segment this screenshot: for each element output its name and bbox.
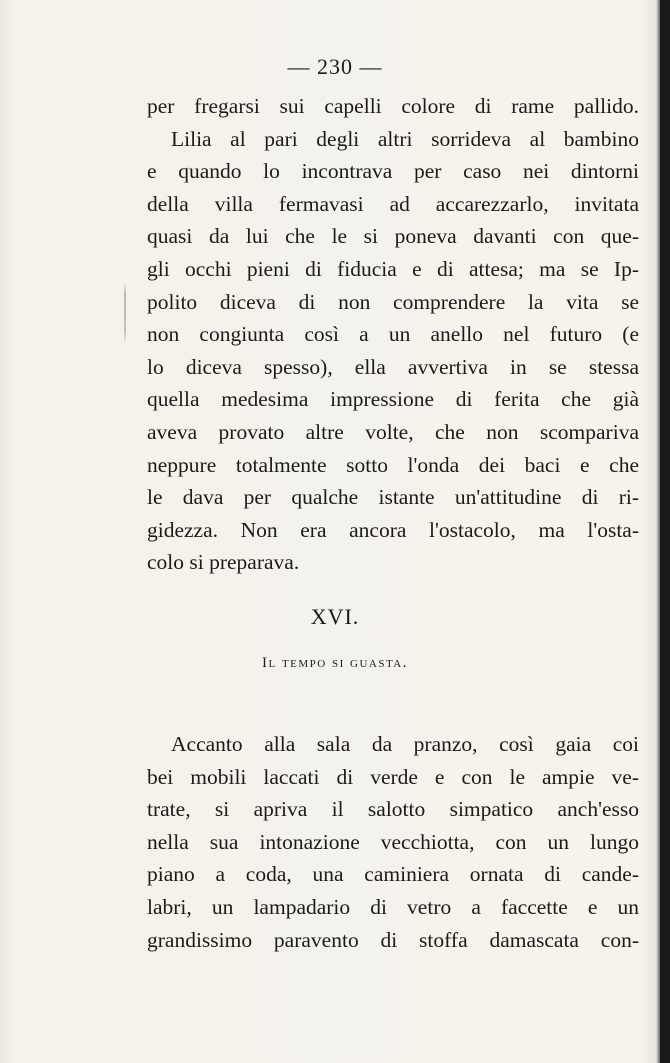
text-line: quella medesima impressione di ferita che già bbox=[147, 387, 639, 412]
text-line: labri, un lampadario di vetro a faccette e un bbox=[147, 894, 639, 919]
text-line: lo diceva spesso), ella avvertiva in se stessa bbox=[147, 354, 639, 379]
chapter-number: XVI. bbox=[310, 604, 360, 629]
text-line: le dava per qualche istante un'attitudine di ri- bbox=[147, 485, 639, 510]
text-line: quasi da lui che le si poneva davanti con que- bbox=[147, 224, 639, 249]
text-line: grandissimo paravento di stoffa damascata con- bbox=[147, 927, 639, 952]
text-line: aveva provato altre volte, che non scompariva bbox=[147, 419, 639, 444]
page-number: — 230 — bbox=[287, 54, 383, 79]
text-line: della villa fermavasi ad accarezzarlo, invitata bbox=[147, 191, 639, 216]
text-line: per fregarsi sui capelli colore di rame pallido. bbox=[147, 94, 639, 118]
page-edge-shadow bbox=[660, 0, 670, 1063]
text-line: piano a coda, una caminiera ornata di cande- bbox=[147, 862, 639, 887]
text-line: gli occhi pieni di fiducia e di attesa; ma se Ip- bbox=[147, 256, 639, 281]
text-line: trate, si apriva il salotto simpatico anch'esso bbox=[147, 797, 639, 822]
text-line: gidezza. Non era ancora l'ostacolo, ma l'osta- bbox=[147, 517, 639, 542]
text-line: neppure totalmente sotto l'onda dei baci e che bbox=[147, 452, 639, 477]
text-line: Lilia al pari degli altri sorrideva al bambino bbox=[171, 126, 639, 151]
text-line: e quando lo incontrava per caso nei dintorni bbox=[147, 159, 639, 184]
chapter-opening-paragraph bbox=[147, 728, 639, 956]
paragraph-continuation bbox=[147, 90, 639, 579]
chapter-title: Il tempo si guasta. bbox=[261, 655, 408, 671]
text-line: non congiunta così a un anello nel futuro (e bbox=[147, 322, 639, 347]
margin-pencil-mark bbox=[124, 282, 126, 344]
text-line: polito diceva di non comprendere la vita se bbox=[147, 289, 639, 314]
text-line: nella sua intonazione vecchiotta, con un lungo bbox=[147, 829, 639, 854]
text-line: colo si preparava. bbox=[147, 550, 300, 575]
text-line: bei mobili laccati di verde e con le ampie ve- bbox=[147, 764, 639, 789]
text-line: Accanto alla sala da pranzo, così gaia coi bbox=[171, 732, 639, 756]
